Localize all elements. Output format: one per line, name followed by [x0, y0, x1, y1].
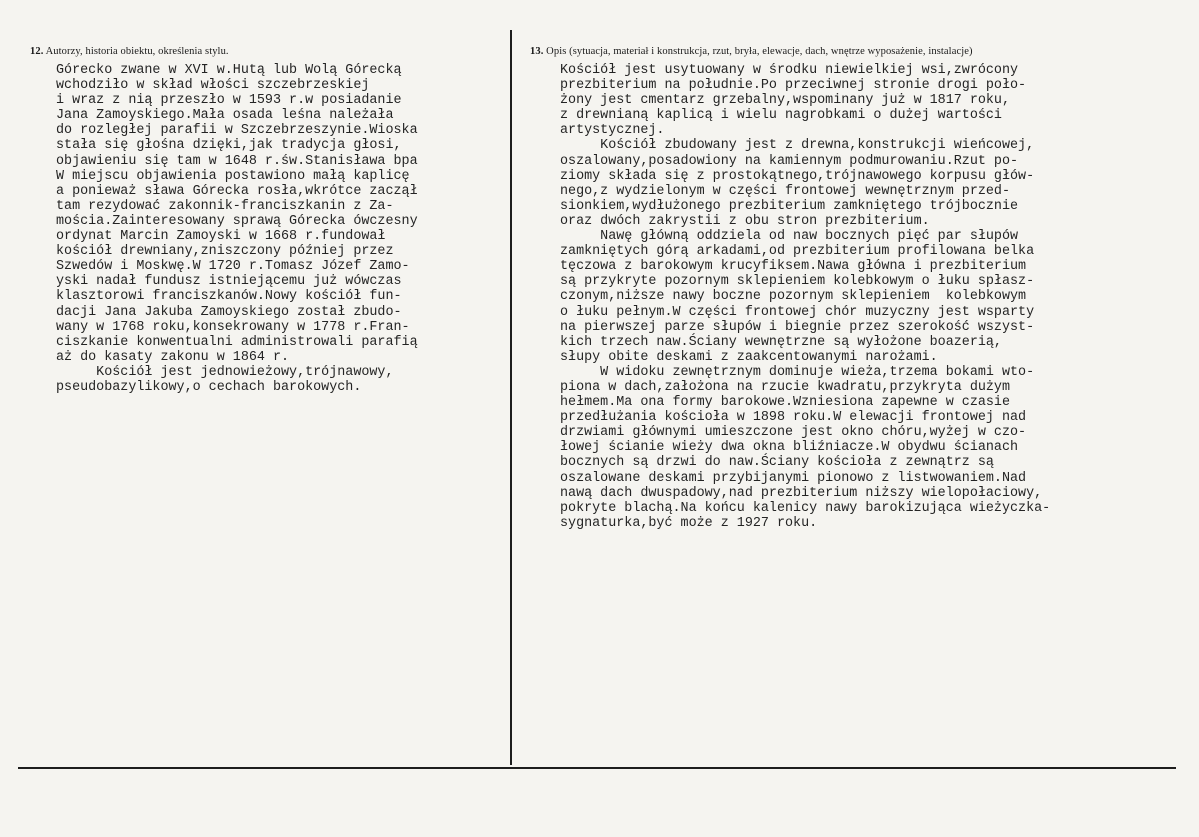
text-line: oszalowany,posadowiony na kamiennym podmurowaniu.Rzut po- — [560, 153, 1019, 169]
text-line: dacji Jana Jakuba Zamoyskiego został zbudo- — [56, 304, 402, 320]
text-line: aż do kasaty zakonu w 1864 r. — [56, 349, 290, 365]
text-line: objawieniu się tam w 1648 r.św.Stanisława bpa — [56, 153, 418, 169]
text-line: żony jest cmentarz grzebalny,wspominany już w 1817 roku, — [560, 93, 1010, 109]
text-line: nego,z wydzielonym w części frontowej wewnętrznym przed- — [560, 183, 1010, 199]
text-line: W miejscu objawienia postawiono małą kaplicę — [56, 168, 410, 184]
section-13-heading — [530, 46, 1170, 57]
text-line: do rozległej parafii w Szczebrzeszynie.Wioska — [56, 123, 418, 139]
text-line: czonym,niższe nawy boczne pozornym sklepieniem kolebkowym — [560, 289, 1027, 305]
text-line: sygnaturka,być może z 1927 roku. — [560, 515, 818, 531]
text-line: oraz dwóch zakrystii z obu stron prezbiterium. — [560, 213, 930, 229]
text-line: nawą dach dwuspadowy,nad prezbiterium niższy wielopołaciowy, — [560, 485, 1043, 501]
section-13-text — [560, 63, 1170, 531]
text-line: tam rezydować zakonnik-franciszkanin z Za- — [56, 198, 394, 214]
text-line: sionkiem,wydłużonego prezbiterium zamkniętego trójbocznie — [560, 198, 1019, 214]
text-line: ordynat Marcin Zamoyski w 1668 r.fundował — [56, 229, 386, 245]
text-line: W widoku zewnętrznym dominuje wieża,trzema bokami wto- — [560, 364, 1035, 380]
section-12-heading — [30, 46, 508, 57]
column-divider — [510, 30, 512, 765]
text-line: pokryte blachą.Na końcu kalenicy nawy barokizująca wieżyczka- — [560, 500, 1051, 516]
section-13 — [530, 46, 1170, 531]
text-line: przedłużania kościoła w 1898 roku.W elewacji frontowej nad — [560, 410, 1027, 426]
section-12-title: Autorzy, historia obiektu, określenia stylu. — [45, 46, 229, 57]
text-line: oszalowane deskami przybijanymi pionowo z listwowaniem.Nad — [560, 470, 1027, 486]
text-line: Kościół zbudowany jest z drewna,konstrukcji wieńcowej, — [560, 138, 1035, 154]
text-line: Kościół jest usytuowany w środku niewielkiej wsi,zwrócony — [560, 63, 1019, 78]
text-line: Górecko zwane w XVI w.Hutą lub Wolą Górecką — [56, 63, 402, 78]
text-line: artystycznej. — [560, 123, 665, 139]
text-line: łowej ścianie wieży dwa okna bliźniacze.W obydwu ścianach — [560, 440, 1019, 456]
text-line: klasztorowi franciszkanów.Nowy kościół fun- — [56, 289, 402, 305]
section-12-number: 12. — [30, 46, 44, 57]
text-line: i wraz z nią przeszło w 1593 r.w posiadanie — [56, 93, 402, 109]
text-line: kościół drewniany,zniszczony później przez — [56, 244, 394, 260]
text-line: wany w 1768 roku,konsekrowany w 1778 r.Fran- — [56, 319, 410, 335]
bottom-rule — [18, 767, 1176, 769]
text-line: pseudobazylikowy,o cechach barokowych. — [56, 379, 362, 395]
text-line: a ponieważ sława Górecka rosła,wkrótce zaczął — [56, 183, 418, 199]
section-13-title: Opis (sytuacja, materiał i konstrukcja, rzut, bryła, elewacje, dach, wnętrze wyposażenie, instalacje) — [546, 46, 973, 57]
text-line: mościa.Zainteresowany sprawą Górecka ówczesny — [56, 213, 418, 229]
text-line: tęczowa z barokowym krucyfiksem.Nawa główna i prezbiterium — [560, 259, 1027, 275]
text-line: piona w dach,założona na rzucie kwadratu,przykryta dużym — [560, 379, 1010, 395]
text-line: kich trzech naw.Ściany wewnętrzne są wyłożone boazerią, — [560, 334, 1002, 350]
text-line: drzwiami głównymi umieszczone jest okno chóru,wyżej w czo- — [560, 425, 1027, 441]
text-line: zamkniętych górą arkadami,od prezbiterium profilowana belka — [560, 244, 1035, 260]
section-13-number: 13. — [530, 46, 544, 57]
text-line: ziomy składa się z prostokątnego,trójnawowego korpusu głów- — [560, 168, 1035, 184]
text-line: Szwedów i Moskwę.W 1720 r.Tomasz Józef Zamo- — [56, 259, 410, 275]
text-line: z drewnianą kaplicą i wielu nagrobkami o dużej wartości — [560, 108, 1002, 124]
text-line: prezbiterium na południe.Po przeciwnej stronie drogi poło- — [560, 78, 1027, 94]
text-line: wchodziło w skład włości szczebrzeskiej — [56, 78, 370, 94]
text-line: ciszkanie konwentualni administrowali parafią — [56, 334, 418, 350]
text-line: bocznych są drzwi do naw.Ściany kościoła z zewnątrz są — [560, 455, 994, 471]
text-line: Nawę główną oddziela od naw bocznych pięć par słupów — [560, 229, 1019, 245]
text-line: hełmem.Ma ona formy barokowe.Wzniesiona zapewne w czasie — [560, 395, 1010, 411]
text-line: yski nadał fundusz istniejącemu już wówczas — [56, 274, 402, 290]
text-line: na pierwszej parze słupów i biegnie przez szerokość wszyst- — [560, 319, 1035, 335]
text-line: o łuku pełnym.W części frontowej chór muzyczny jest wsparty — [560, 304, 1035, 320]
text-line: stała się głośna dzięki,jak tradycja głosi, — [56, 138, 402, 154]
text-line: Jana Zamoyskiego.Mała osada leśna należała — [56, 108, 394, 124]
text-line: Kościół jest jednowieżowy,trójnawowy, — [56, 364, 394, 380]
text-line: słupy obite deskami z zaakcentowanymi narożami. — [560, 349, 938, 365]
section-12 — [30, 46, 508, 395]
section-12-text — [56, 63, 508, 395]
text-line: są przykryte pozornym sklepieniem kolebkowym o łuku spłasz- — [560, 274, 1035, 290]
